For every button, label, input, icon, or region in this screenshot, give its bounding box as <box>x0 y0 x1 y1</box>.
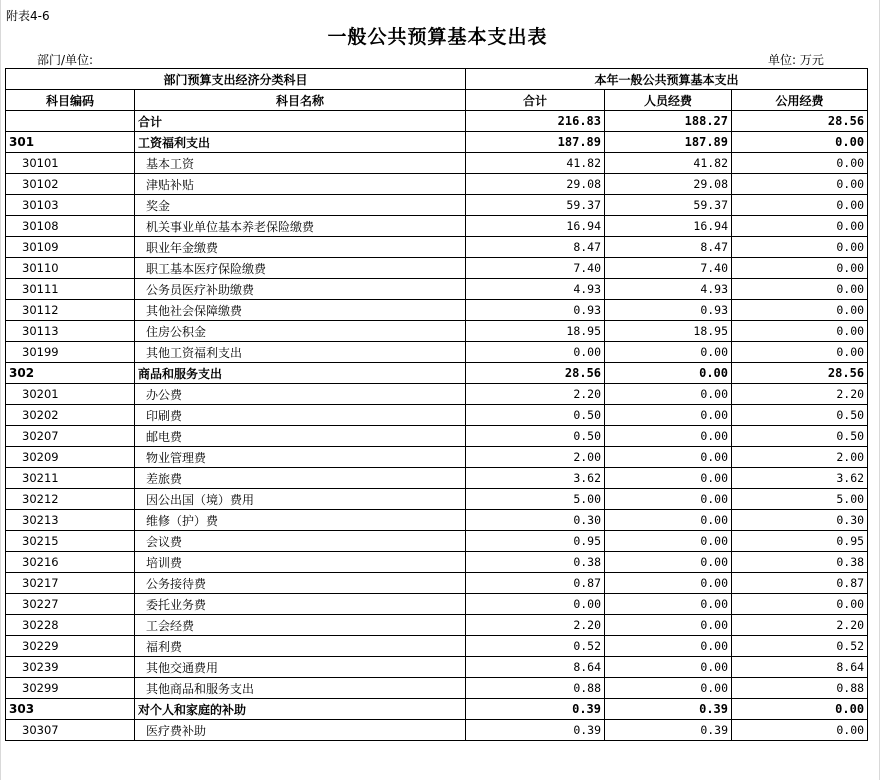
cell-public[interactable]: 0.87 <box>732 573 868 594</box>
cell-code[interactable]: 30229 <box>6 636 135 657</box>
cell-public[interactable]: 0.30 <box>732 510 868 531</box>
unit-label: 单位: 万元 <box>768 53 824 67</box>
cell-total[interactable]: 59.37 <box>466 195 605 216</box>
cell-personnel[interactable]: 0.00 <box>605 657 732 678</box>
cell-code[interactable]: 30212 <box>6 489 135 510</box>
cell-name[interactable]: 职业年金缴费 <box>135 237 466 258</box>
table-row <box>6 405 868 426</box>
cell-public[interactable]: 0.00 <box>732 258 868 279</box>
cell-name[interactable]: 津贴补贴 <box>135 174 466 195</box>
cell-personnel[interactable]: 8.47 <box>605 237 732 258</box>
group-row <box>6 363 868 384</box>
cell-total[interactable]: 0.00 <box>466 342 605 363</box>
cell-total[interactable]: 0.39 <box>466 720 605 741</box>
cell-personnel[interactable]: 0.00 <box>605 426 732 447</box>
cell-public[interactable]: 0.38 <box>732 552 868 573</box>
cell-name[interactable]: 合计 <box>135 111 466 132</box>
cell-code[interactable]: 30101 <box>6 153 135 174</box>
cell-name[interactable]: 公务员医疗补助缴费 <box>135 279 466 300</box>
table-row <box>6 447 868 468</box>
cell-code[interactable]: 301 <box>6 132 135 153</box>
cell-total[interactable]: 3.62 <box>466 468 605 489</box>
cell-total[interactable]: 28.56 <box>466 363 605 384</box>
cell-total[interactable]: 0.87 <box>466 573 605 594</box>
cell-public[interactable]: 2.00 <box>732 447 868 468</box>
cell-personnel[interactable]: 0.00 <box>605 573 732 594</box>
cell-public[interactable]: 2.20 <box>732 384 868 405</box>
table-row <box>6 615 868 636</box>
cell-name[interactable]: 邮电费 <box>135 426 466 447</box>
cell-total[interactable]: 41.82 <box>466 153 605 174</box>
cell-name[interactable]: 委托业务费 <box>135 594 466 615</box>
cell-name[interactable]: 培训费 <box>135 552 466 573</box>
cell-code[interactable]: 30207 <box>6 426 135 447</box>
cell-personnel[interactable]: 0.00 <box>605 552 732 573</box>
cell-code[interactable]: 30216 <box>6 552 135 573</box>
cell-public[interactable]: 28.56 <box>732 111 868 132</box>
header-public[interactable]: 公用经费 <box>732 90 868 111</box>
cell-personnel[interactable]: 4.93 <box>605 279 732 300</box>
cell-code[interactable]: 30215 <box>6 531 135 552</box>
total-row <box>6 111 868 132</box>
cell-name[interactable]: 其他工资福利支出 <box>135 342 466 363</box>
cell-name[interactable]: 工资福利支出 <box>135 132 466 153</box>
cell-total[interactable]: 0.38 <box>466 552 605 573</box>
cell-public[interactable]: 0.00 <box>732 237 868 258</box>
cell-total[interactable]: 2.20 <box>466 615 605 636</box>
cell-personnel[interactable]: 0.39 <box>605 720 732 741</box>
cell-code[interactable]: 30108 <box>6 216 135 237</box>
cell-name[interactable]: 物业管理费 <box>135 447 466 468</box>
sheet-gridline <box>879 0 880 780</box>
cell-total[interactable]: 187.89 <box>466 132 605 153</box>
cell-total[interactable]: 18.95 <box>466 321 605 342</box>
cell-personnel[interactable]: 7.40 <box>605 258 732 279</box>
cell-code[interactable]: 30213 <box>6 510 135 531</box>
cell-name[interactable]: 奖金 <box>135 195 466 216</box>
cell-personnel[interactable]: 0.00 <box>605 405 732 426</box>
cell-public[interactable]: 0.00 <box>732 132 868 153</box>
table-row <box>6 258 868 279</box>
cell-personnel[interactable]: 0.39 <box>605 699 732 720</box>
cell-total[interactable]: 0.39 <box>466 699 605 720</box>
sheet-gridline <box>0 0 1 780</box>
table-row <box>6 195 868 216</box>
cell-code[interactable]: 30110 <box>6 258 135 279</box>
cell-name[interactable]: 维修（护）费 <box>135 510 466 531</box>
table-row <box>6 216 868 237</box>
header-name[interactable]: 科目名称 <box>135 90 466 111</box>
cell-code[interactable]: 30228 <box>6 615 135 636</box>
budget-table <box>5 68 868 741</box>
cell-personnel[interactable]: 18.95 <box>605 321 732 342</box>
cell-total[interactable]: 2.20 <box>466 384 605 405</box>
cell-personnel[interactable]: 41.82 <box>605 153 732 174</box>
cell-personnel[interactable]: 0.00 <box>605 510 732 531</box>
cell-name[interactable]: 医疗费补助 <box>135 720 466 741</box>
cell-total[interactable]: 0.93 <box>466 300 605 321</box>
cell-personnel[interactable]: 0.93 <box>605 300 732 321</box>
cell-personnel[interactable]: 0.00 <box>605 384 732 405</box>
cell-personnel[interactable]: 0.00 <box>605 531 732 552</box>
cell-code[interactable]: 30217 <box>6 573 135 594</box>
cell-code[interactable]: 30201 <box>6 384 135 405</box>
cell-personnel[interactable]: 29.08 <box>605 174 732 195</box>
cell-total[interactable]: 0.50 <box>466 426 605 447</box>
cell-public[interactable]: 0.00 <box>732 153 868 174</box>
cell-public[interactable]: 0.00 <box>732 174 868 195</box>
cell-public[interactable]: 0.00 <box>732 195 868 216</box>
cell-total[interactable]: 5.00 <box>466 489 605 510</box>
cell-total[interactable]: 0.88 <box>466 678 605 699</box>
header-group-left[interactable]: 部门预算支出经济分类科目 <box>6 69 466 90</box>
cell-personnel[interactable]: 187.89 <box>605 132 732 153</box>
page-title: 一般公共预算基本支出表 <box>327 26 548 48</box>
cell-name[interactable]: 其他社会保障缴费 <box>135 300 466 321</box>
cell-code[interactable]: 30109 <box>6 237 135 258</box>
cell-public[interactable]: 0.00 <box>732 279 868 300</box>
sheet-label: 附表4-6 <box>6 9 50 23</box>
cell-code[interactable]: 30209 <box>6 447 135 468</box>
cell-total[interactable]: 0.00 <box>466 594 605 615</box>
header-column-row <box>6 90 868 111</box>
cell-code[interactable]: 30102 <box>6 174 135 195</box>
table-row <box>6 384 868 405</box>
table-row <box>6 657 868 678</box>
table-row <box>6 300 868 321</box>
cell-name[interactable]: 会议费 <box>135 531 466 552</box>
table-row <box>6 174 868 195</box>
cell-name[interactable]: 因公出国（境）费用 <box>135 489 466 510</box>
cell-personnel[interactable]: 0.00 <box>605 342 732 363</box>
cell-total[interactable]: 7.40 <box>466 258 605 279</box>
cell-name[interactable]: 职工基本医疗保险缴费 <box>135 258 466 279</box>
department-label: 部门/单位: <box>37 53 94 67</box>
cell-code[interactable]: 30239 <box>6 657 135 678</box>
cell-personnel[interactable]: 0.00 <box>605 636 732 657</box>
header-personnel[interactable]: 人员经费 <box>605 90 732 111</box>
group-row <box>6 699 868 720</box>
table-row <box>6 636 868 657</box>
table-row <box>6 594 868 615</box>
cell-name[interactable]: 机关事业单位基本养老保险缴费 <box>135 216 466 237</box>
cell-code[interactable]: 302 <box>6 363 135 384</box>
cell-name[interactable]: 其他交通费用 <box>135 657 466 678</box>
cell-public[interactable]: 28.56 <box>732 363 868 384</box>
table-row <box>6 510 868 531</box>
cell-total[interactable]: 0.50 <box>466 405 605 426</box>
cell-total[interactable]: 29.08 <box>466 174 605 195</box>
cell-code[interactable]: 30112 <box>6 300 135 321</box>
header-group-right[interactable]: 本年一般公共预算基本支出 <box>466 69 868 90</box>
table-row <box>6 153 868 174</box>
cell-personnel[interactable]: 16.94 <box>605 216 732 237</box>
table-row <box>6 468 868 489</box>
cell-total[interactable]: 216.83 <box>466 111 605 132</box>
cell-total[interactable]: 0.52 <box>466 636 605 657</box>
cell-name[interactable]: 住房公积金 <box>135 321 466 342</box>
cell-personnel[interactable]: 0.00 <box>605 615 732 636</box>
cell-public[interactable]: 5.00 <box>732 489 868 510</box>
cell-personnel[interactable]: 188.27 <box>605 111 732 132</box>
cell-code[interactable]: 30211 <box>6 468 135 489</box>
table-row <box>6 552 868 573</box>
cell-public[interactable]: 0.88 <box>732 678 868 699</box>
cell-public[interactable]: 8.64 <box>732 657 868 678</box>
cell-code[interactable]: 30103 <box>6 195 135 216</box>
cell-name[interactable]: 工会经费 <box>135 615 466 636</box>
cell-total[interactable]: 0.95 <box>466 531 605 552</box>
cell-code[interactable]: 30111 <box>6 279 135 300</box>
cell-total[interactable]: 8.47 <box>466 237 605 258</box>
cell-public[interactable]: 0.00 <box>732 300 868 321</box>
cell-public[interactable]: 0.50 <box>732 405 868 426</box>
cell-name[interactable]: 商品和服务支出 <box>135 363 466 384</box>
cell-public[interactable]: 0.00 <box>732 321 868 342</box>
cell-code[interactable]: 303 <box>6 699 135 720</box>
cell-personnel[interactable]: 0.00 <box>605 363 732 384</box>
cell-code[interactable]: 30113 <box>6 321 135 342</box>
cell-public[interactable]: 0.00 <box>732 342 868 363</box>
header-code[interactable]: 科目编码 <box>6 90 135 111</box>
cell-code[interactable]: 30307 <box>6 720 135 741</box>
cell-personnel[interactable]: 0.00 <box>605 678 732 699</box>
table-row <box>6 426 868 447</box>
cell-public[interactable]: 0.95 <box>732 531 868 552</box>
cell-public[interactable]: 0.50 <box>732 426 868 447</box>
cell-name[interactable]: 对个人和家庭的补助 <box>135 699 466 720</box>
cell-public[interactable]: 0.00 <box>732 699 868 720</box>
cell-total[interactable]: 16.94 <box>466 216 605 237</box>
table-row <box>6 531 868 552</box>
cell-code[interactable] <box>6 111 135 132</box>
cell-name[interactable]: 福利费 <box>135 636 466 657</box>
cell-public[interactable]: 0.52 <box>732 636 868 657</box>
cell-total[interactable]: 2.00 <box>466 447 605 468</box>
cell-public[interactable]: 0.00 <box>732 216 868 237</box>
cell-personnel[interactable]: 0.00 <box>605 594 732 615</box>
cell-name[interactable]: 印刷费 <box>135 405 466 426</box>
cell-code[interactable]: 30202 <box>6 405 135 426</box>
table-row <box>6 489 868 510</box>
table-row <box>6 573 868 594</box>
cell-name[interactable]: 办公费 <box>135 384 466 405</box>
cell-public[interactable]: 2.20 <box>732 615 868 636</box>
header-total[interactable]: 合计 <box>466 90 605 111</box>
cell-total[interactable]: 0.30 <box>466 510 605 531</box>
cell-public[interactable]: 3.62 <box>732 468 868 489</box>
cell-code[interactable]: 30199 <box>6 342 135 363</box>
table-row <box>6 321 868 342</box>
table-row <box>6 342 868 363</box>
cell-personnel[interactable]: 0.00 <box>605 489 732 510</box>
cell-code[interactable]: 30299 <box>6 678 135 699</box>
cell-personnel[interactable]: 0.00 <box>605 447 732 468</box>
table-row <box>6 720 868 741</box>
cell-personnel[interactable]: 0.00 <box>605 468 732 489</box>
cell-name[interactable]: 其他商品和服务支出 <box>135 678 466 699</box>
cell-public[interactable]: 0.00 <box>732 594 868 615</box>
group-row <box>6 132 868 153</box>
cell-name[interactable]: 基本工资 <box>135 153 466 174</box>
cell-personnel[interactable]: 59.37 <box>605 195 732 216</box>
cell-total[interactable]: 8.64 <box>466 657 605 678</box>
cell-code[interactable]: 30227 <box>6 594 135 615</box>
header-group-row <box>6 69 868 90</box>
cell-name[interactable]: 差旅费 <box>135 468 466 489</box>
cell-total[interactable]: 4.93 <box>466 279 605 300</box>
table-row <box>6 678 868 699</box>
table-row <box>6 279 868 300</box>
table-row <box>6 237 868 258</box>
cell-public[interactable]: 0.00 <box>732 720 868 741</box>
cell-name[interactable]: 公务接待费 <box>135 573 466 594</box>
